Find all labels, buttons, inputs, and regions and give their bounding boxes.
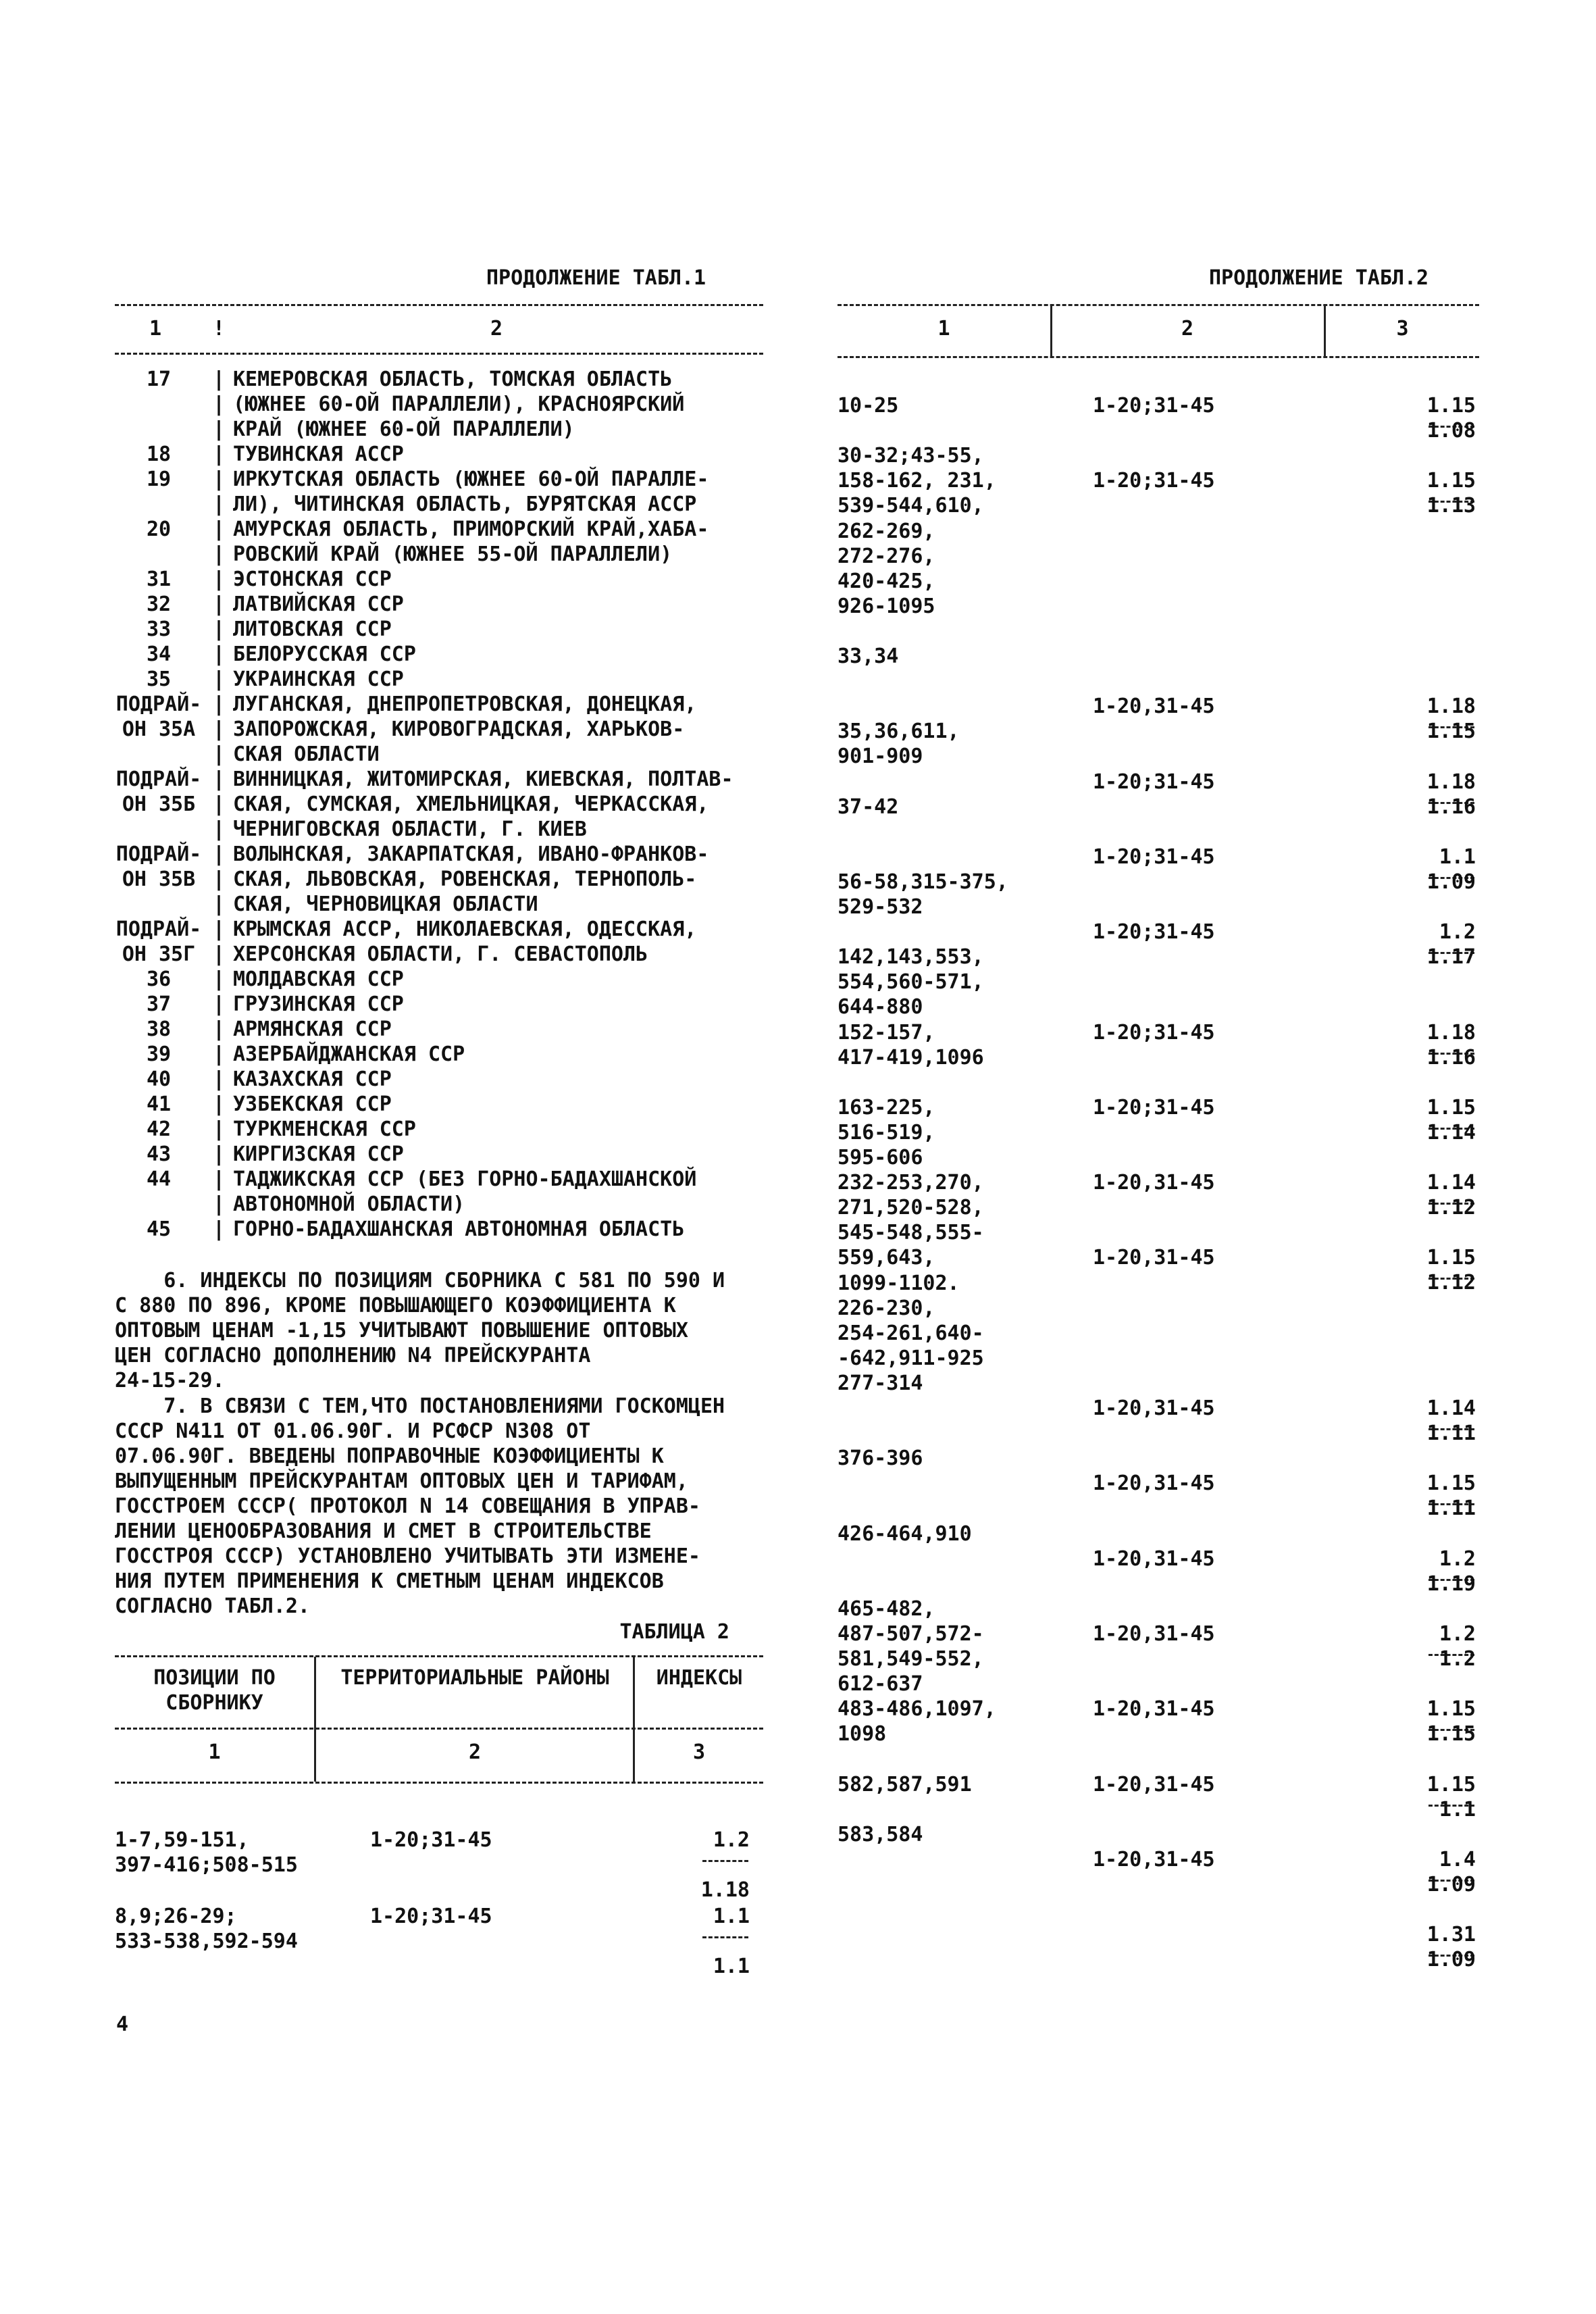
table1-row-bar: |: [213, 468, 226, 491]
paragraph-6-line: С 880 ПО 896, КРОМЕ ПОВЫШАЮЩЕГО КОЭФФИЦИЕНТА К: [115, 1294, 676, 1317]
table1-row-number: 19: [146, 468, 172, 491]
table1-row-bar: |: [213, 942, 226, 966]
table2-header-regions: ТЕРРИТОРИАЛЬНЫЕ РАЙОНЫ: [340, 1666, 609, 1690]
right-table-positions: 376-396: [838, 1447, 923, 1470]
table1-header-rule: [115, 353, 763, 355]
table1-top-rule: [115, 304, 763, 306]
right-table-positions: 516-519,: [838, 1121, 935, 1145]
table1-row-bar: |: [213, 718, 226, 741]
right-table-positions: 33,34: [838, 645, 899, 668]
table1-row-text: ГОРНО-БАДАХШАНСКАЯ АВТОНОМНАЯ ОБЛАСТЬ: [233, 1217, 685, 1241]
right-table-positions: 272-276,: [838, 545, 935, 568]
paragraph-7-line: 07.06.90Г. ВВЕДЕНЫ ПОПРАВОЧНЫЕ КОЭФФИЦИЕНТЫ К: [115, 1444, 664, 1468]
right-table-positions: 465-482,: [838, 1597, 935, 1621]
right-table-index-bottom: 1.09: [1426, 1873, 1476, 1896]
right-table-positions: 1098: [838, 1722, 887, 1746]
table1-row-text: АВТОНОМНОЙ ОБЛАСТИ): [233, 1192, 465, 1216]
table1-row-text: ГРУЗИНСКАЯ ССР: [233, 992, 404, 1016]
table1-row-text: УКРАИНСКАЯ ССР: [233, 668, 404, 691]
right-table-index-top: 1.15: [1426, 1096, 1476, 1120]
right-table-index-bottom: 1.09: [1426, 870, 1476, 894]
right-table-positions: 581,549-552,: [838, 1647, 984, 1671]
table1-row-number: 42: [146, 1117, 172, 1141]
right-table-positions: 142,143,553,: [838, 945, 984, 969]
table2-colnum-1: 1: [208, 1740, 221, 1764]
table1-row-number: 34: [146, 643, 172, 666]
right-table-index-top: 1.15: [1426, 1697, 1476, 1721]
table1-row-number: 38: [146, 1017, 172, 1041]
table1-row-bar: |: [213, 867, 226, 891]
table1-row-number: 35: [146, 668, 172, 691]
right-table-positions: 10-25: [838, 394, 899, 418]
right-table-regions: 1-20;31-45: [1093, 1021, 1215, 1045]
right-table-index-bottom: 1.14: [1426, 1121, 1476, 1145]
table1-row-number: 41: [146, 1092, 172, 1116]
paragraph-6-line: 6. ИНДЕКСЫ ПО ПОЗИЦИЯМ СБОРНИКА С 581 ПО 590 И: [115, 1269, 725, 1292]
right-table-index-bottom: 1.19: [1426, 1572, 1476, 1596]
table1-row-bar: |: [213, 743, 226, 766]
table1-row-bar: |: [213, 593, 226, 616]
right-table-positions: 262-269,: [838, 520, 935, 543]
right-table-positions: 232-253,270,: [838, 1171, 984, 1194]
right-table-regions: 1-20,31-45: [1093, 1246, 1215, 1269]
table1-row-text: ЧЕРНИГОВСКАЯ ОБЛАСТИ, Г. КИЕВ: [233, 818, 587, 841]
right-table-positions: 152-157,: [838, 1021, 935, 1045]
table1-row-bar: |: [213, 418, 226, 441]
table1-row-bar: |: [213, 1067, 226, 1091]
table1-row-bar: |: [213, 393, 226, 416]
table2-index-bottom: 1.1: [713, 1955, 750, 1978]
table1-row-bar: |: [213, 518, 226, 541]
table2-top-rule: [115, 1655, 763, 1657]
right-table-index-bottom: 1.16: [1426, 795, 1476, 819]
right-table-index-top: 1.14: [1426, 1397, 1476, 1420]
table1-row-text: БЕЛОРУССКАЯ ССР: [233, 643, 416, 666]
right-table-header-rule: [838, 356, 1479, 358]
paragraph-7-line: СССР N411 ОТ 01.06.90Г. И РСФСР N308 ОТ: [115, 1419, 591, 1443]
table1-row-number: 44: [146, 1167, 172, 1191]
right-table-index-top: 1.4: [1439, 1848, 1476, 1871]
right-table-regions: 1-20,31-45: [1093, 1773, 1215, 1796]
right-table-positions: 545-548,555-: [838, 1221, 984, 1244]
right-table-index-bottom: 1.17: [1426, 945, 1476, 969]
table1-row-bar: |: [213, 493, 226, 516]
table1-row-bar: |: [213, 543, 226, 566]
right-table-index-top: 1.14: [1426, 1171, 1476, 1194]
table1-row-text: РОВСКИЙ КРАЙ (ЮЖНЕЕ 55-ОЙ ПАРАЛЛЕЛИ): [233, 543, 673, 566]
table1-row-text: ВОЛЫНСКАЯ, ЗАКАРПАТСКАЯ, ИВАНО-ФРАНКОВ-: [233, 842, 709, 866]
right-table-index-top: 1.15: [1426, 1773, 1476, 1796]
right-table-index-bottom: 1.2: [1439, 1647, 1476, 1671]
table1-row-number: 31: [146, 568, 172, 591]
right-table-top-rule: [838, 304, 1479, 306]
right-table-regions: 1-20,31-45: [1093, 1472, 1215, 1495]
right-table-index-top: 1.1: [1439, 845, 1476, 869]
table2-number-rule: [115, 1782, 763, 1784]
table1-row-number: ОН 35А: [122, 718, 196, 741]
right-table-index-bottom: 1.11: [1426, 1422, 1476, 1445]
paragraph-7-line: ЛЕНИИ ЦЕНООБРАЗОВАНИЯ И СМЕТ В СТРОИТЕЛЬСТВЕ: [115, 1519, 652, 1543]
table1-row-number: ОН 35В: [122, 867, 196, 891]
right-table-positions: 644-880: [838, 995, 923, 1019]
paragraph-7-line: 7. В СВЯЗИ С ТЕМ,ЧТО ПОСТАНОВЛЕНИЯМИ ГОСКОМЦЕН: [115, 1394, 725, 1418]
right-table-index-bottom: 1.12: [1426, 1196, 1476, 1219]
right-table-index-top: 1.15: [1426, 1246, 1476, 1269]
right-table-regions: 1-20;31-45: [1093, 394, 1215, 418]
right-table-regions: 1-20;31-45: [1093, 845, 1215, 869]
right-table-index-top: 1.18: [1426, 1021, 1476, 1045]
paragraph-7-line: СОГЛАСНО ТАБЛ.2.: [115, 1594, 310, 1618]
table1-row-number: ПОДРАЙ-: [115, 768, 202, 791]
right-table-positions: 582,587,591: [838, 1773, 972, 1796]
table2-title: ТАБЛИЦА 2: [619, 1620, 729, 1644]
table1-row-number: ПОДРАЙ-: [115, 917, 202, 941]
table1-row-bar: |: [213, 768, 226, 791]
table1-row-bar: |: [213, 643, 226, 666]
table1-row-bar: |: [213, 618, 226, 641]
right-table-regions: 1-20,31-45: [1093, 695, 1215, 718]
right-table-positions: 612-637: [838, 1672, 923, 1696]
table1-row-text: АЗЕРБАЙДЖАНСКАЯ ССР: [233, 1042, 465, 1066]
table1-row-text: СКАЯ, ЛЬВОВСКАЯ, РОВЕНСКАЯ, ТЕРНОПОЛЬ-: [233, 867, 697, 891]
right-table-positions: 483-486,1097,: [838, 1697, 996, 1721]
table1-row-text: КИРГИЗСКАЯ ССР: [233, 1142, 404, 1166]
right-table-positions: -642,911-925: [838, 1347, 984, 1370]
right-table-regions: 1-20;31-45: [1093, 920, 1215, 944]
table1-row-bar: |: [213, 917, 226, 941]
table1-row-bar: |: [213, 967, 226, 991]
table1-row-bar: |: [213, 818, 226, 841]
table1-row-bar: |: [213, 668, 226, 691]
table1-row-number: 40: [146, 1067, 172, 1091]
right-table-positions: 426-464,910: [838, 1522, 972, 1546]
right-table-positions: 539-544,610,: [838, 494, 984, 518]
table1-row-bar: |: [213, 368, 226, 391]
table2-position: 8,9;26-29;: [115, 1905, 237, 1928]
table1-row-text: ИРКУТСКАЯ ОБЛАСТЬ (ЮЖНЕЕ 60-ОЙ ПАРАЛЛЕ-: [233, 468, 709, 491]
right-table-positions: 254-261,640-: [838, 1322, 984, 1345]
table1-row-text: ЛИТОВСКАЯ ССР: [233, 618, 392, 641]
right-table-regions: 1-20,31-45: [1093, 1397, 1215, 1420]
table1-row-text: КАЗАХСКАЯ ССР: [233, 1067, 392, 1091]
right-table-regions: 1-20,31-45: [1093, 1547, 1215, 1571]
table1-row-number: 18: [146, 443, 172, 466]
table1-row-text: СКАЯ, СУМСКАЯ, ХМЕЛЬНИЦКАЯ, ЧЕРКАССКАЯ,: [233, 793, 709, 816]
table1-row-text: ЛАТВИЙСКАЯ ССР: [233, 593, 404, 616]
right-table-index-bottom: 1.11: [1426, 1496, 1476, 1520]
right-table-index-top: 1.15: [1426, 469, 1476, 493]
right-table-regions: 1-20;31-45: [1093, 469, 1215, 493]
table1-row-bar: |: [213, 1042, 226, 1066]
table2-index-top: 1.1: [713, 1905, 750, 1928]
table2-index-separator: [702, 1936, 748, 1938]
table1-row-bar: |: [213, 1167, 226, 1191]
table1-row-text: АРМЯНСКАЯ ССР: [233, 1017, 392, 1041]
right-table-index-bottom: 1.08: [1426, 419, 1476, 443]
table1-row-text: КРЫМСКАЯ АССР, НИКОЛАЕВСКАЯ, ОДЕССКАЯ,: [233, 917, 697, 941]
right-table-regions: 1-20,31-45: [1093, 1171, 1215, 1194]
paragraph-7-line: ГОССТРОЕМ СССР( ПРОТОКОЛ N 14 СОВЕЩАНИЯ В УПРАВ-: [115, 1494, 700, 1518]
right-table-positions: 595-606: [838, 1146, 923, 1169]
table2-header-positions: ПОЗИЦИИ ПО СБОРНИКУ: [153, 1666, 276, 1715]
table1-row-bar: |: [213, 1217, 226, 1241]
table2-header-rule: [115, 1728, 763, 1730]
paragraph-6-line: ЦЕН СОГЛАСНО ДОПОЛНЕНИЮ N4 ПРЕЙСКУРАНТА: [115, 1344, 591, 1367]
right-table-col1-header: 1: [937, 317, 950, 341]
right-table-positions: 926-1095: [838, 595, 935, 618]
right-table-positions: 35,36,611,: [838, 720, 960, 743]
right-table-index-bottom: 1.09: [1426, 1948, 1476, 1971]
table1-row-number: 43: [146, 1142, 172, 1166]
right-table-positions: 583,584: [838, 1823, 923, 1846]
table1-row-bar: |: [213, 443, 226, 466]
right-table-index-bottom: 1.13: [1426, 494, 1476, 518]
right-table-index-bottom: 1.1: [1439, 1798, 1476, 1821]
table1-row-bar: |: [213, 892, 226, 916]
right-table-positions: 271,520-528,: [838, 1196, 984, 1219]
right-table-index-top: 1.15: [1426, 1472, 1476, 1495]
table1-row-bar: |: [213, 1092, 226, 1116]
table1-header-bar: !: [213, 317, 226, 341]
right-table-index-top: 1.31: [1426, 1923, 1476, 1946]
right-table-positions: 277-314: [838, 1372, 923, 1395]
table1-row-text: ХЕРСОНСКАЯ ОБЛАСТИ, Г. СЕВАСТОПОЛЬ: [233, 942, 648, 966]
paragraph-7-line: ВЫПУЩЕННЫМ ПРЕЙСКУРАНТАМ ОПТОВЫХ ЦЕН И ТАРИФАМ,: [115, 1469, 688, 1493]
table2-region: 1-20;31-45: [370, 1905, 492, 1928]
right-table-index-top: 1.2: [1439, 920, 1476, 944]
left-table-heading: ПРОДОЛЖЕНИЕ ТАБЛ.1: [486, 266, 706, 290]
table2-index-bottom: 1.18: [700, 1878, 750, 1902]
table1-row-text: СКАЯ, ЧЕРНОВИЦКАЯ ОБЛАСТИ: [233, 892, 538, 916]
table1-row-number: ПОДРАЙ-: [115, 693, 202, 716]
right-table-index-bottom: 1.15: [1426, 1722, 1476, 1746]
right-table-positions: 554,560-571,: [838, 970, 984, 994]
table1-row-text: АМУРСКАЯ ОБЛАСТЬ, ПРИМОРСКИЙ КРАЙ,ХАБА-: [233, 518, 709, 541]
table2-position: 397-416;508-515: [115, 1853, 298, 1877]
right-table-positions: 1099-1102.: [838, 1272, 960, 1295]
table1-row-bar: |: [213, 693, 226, 716]
table1-row-text: КРАЙ (ЮЖНЕЕ 60-ОЙ ПАРАЛЛЕЛИ): [233, 418, 575, 441]
right-table-index-top: 1.18: [1426, 770, 1476, 794]
right-table-regions: 1-20,31-45: [1093, 1848, 1215, 1871]
table1-row-number: 39: [146, 1042, 172, 1066]
right-table-positions: 901-909: [838, 745, 923, 768]
right-table-index-top: 1.2: [1439, 1547, 1476, 1571]
table1-row-bar: |: [213, 1017, 226, 1041]
table1-row-number: 20: [146, 518, 172, 541]
right-table-index-top: 1.2: [1439, 1622, 1476, 1646]
paragraph-6-line: ОПТОВЫМ ЦЕНАМ -1,15 УЧИТЫВАЮТ ПОВЫШЕНИЕ ОПТОВЫХ: [115, 1319, 688, 1342]
table1-row-bar: |: [213, 793, 226, 816]
page-number: 4: [116, 2013, 129, 2036]
table1-row-number: 37: [146, 992, 172, 1016]
right-table-index-bottom: 1.15: [1426, 720, 1476, 743]
table1-row-number: 32: [146, 593, 172, 616]
paragraph-7-line: НИЯ ПУТЕМ ПРИМЕНЕНИЯ К СМЕТНЫМ ЦЕНАМ ИНДЕКСОВ: [115, 1569, 664, 1593]
table1-row-bar: |: [213, 842, 226, 866]
table1-row-text: ВИННИЦКАЯ, ЖИТОМИРСКАЯ, КИЕВСКАЯ, ПОЛТАВ-: [233, 768, 733, 791]
table1-row-text: ТАДЖИКСКАЯ ССР (БЕЗ ГОРНО-БАДАХШАНСКОЙ: [233, 1167, 697, 1191]
right-table-positions: 559,643,: [838, 1246, 935, 1269]
table2-position: 1-7,59-151,: [115, 1828, 249, 1852]
table2-position: 533-538,592-594: [115, 1930, 298, 1953]
right-table-positions: 158-162, 231,: [838, 469, 996, 493]
table1-row-bar: |: [213, 992, 226, 1016]
table1-row-number: 45: [146, 1217, 172, 1241]
right-table-index-bottom: 1.16: [1426, 1046, 1476, 1070]
table1-row-number: ОН 35Г: [122, 942, 196, 966]
right-table-positions: 529-532: [838, 895, 923, 919]
right-table-regions: 1-20;31-45: [1093, 1096, 1215, 1120]
table1-col2-header: 2: [490, 317, 503, 341]
table1-row-bar: |: [213, 568, 226, 591]
table1-row-text: ЛИ), ЧИТИНСКАЯ ОБЛАСТЬ, БУРЯТСКАЯ АССР: [233, 493, 697, 516]
right-table-positions: 420-425,: [838, 570, 935, 593]
table1-col1-header: 1: [149, 317, 162, 341]
table1-row-number: ПОДРАЙ-: [115, 842, 202, 866]
table1-row-text: ЛУГАНСКАЯ, ДНЕПРОПЕТРОВСКАЯ, ДОНЕЦКАЯ,: [233, 693, 697, 716]
right-table-positions: 487-507,572-: [838, 1622, 984, 1646]
paragraph-7-line: ГОССТРОЯ СССР) УСТАНОВЛЕНО УЧИТЫВАТЬ ЭТИ ИЗМЕНЕ-: [115, 1544, 700, 1568]
table1-row-text: ТУВИНСКАЯ АССР: [233, 443, 404, 466]
table1-row-text: ТУРКМЕНСКАЯ ССР: [233, 1117, 416, 1141]
right-table-positions: 163-225,: [838, 1096, 935, 1120]
table1-row-bar: |: [213, 1142, 226, 1166]
right-table-heading: ПРОДОЛЖЕНИЕ ТАБЛ.2: [1209, 266, 1429, 290]
table1-row-number: ОН 35Б: [122, 793, 196, 816]
table1-row-text: СКАЯ ОБЛАСТИ: [233, 743, 380, 766]
table2-colnum-2: 2: [468, 1740, 482, 1764]
table1-row-number: 17: [146, 368, 172, 391]
table1-row-number: 33: [146, 618, 172, 641]
table1-row-text: КЕМЕРОВСКАЯ ОБЛАСТЬ, ТОМСКАЯ ОБЛАСТЬ: [233, 368, 673, 391]
right-table-regions: 1-20,31-45: [1093, 1622, 1215, 1646]
right-table-positions: 30-32;43-55,: [838, 444, 984, 468]
right-table-index-bottom: 1.12: [1426, 1271, 1476, 1294]
right-table-positions: 226-230,: [838, 1297, 935, 1320]
table1-row-bar: |: [213, 1192, 226, 1216]
table1-row-text: ЭСТОНСКАЯ ССР: [233, 568, 392, 591]
right-table-col3-header: 3: [1396, 317, 1409, 341]
right-table-index-top: 1.15: [1426, 394, 1476, 418]
table2-region: 1-20;31-45: [370, 1828, 492, 1852]
right-table-index-top: 1.18: [1426, 695, 1476, 718]
table2-index-top: 1.2: [713, 1828, 750, 1852]
right-table-positions: 417-419,1096: [838, 1046, 984, 1070]
table2-colnum-3: 3: [692, 1740, 706, 1764]
table2-index-separator: [702, 1860, 748, 1862]
table2-header-indices: ИНДЕКСЫ: [656, 1666, 742, 1690]
right-table-positions: 56-58,315-375,: [838, 870, 1008, 894]
table1-row-text: МОЛДАВСКАЯ ССР: [233, 967, 404, 991]
table1-row-text: (ЮЖНЕЕ 60-ОЙ ПАРАЛЛЕЛИ), КРАСНОЯРСКИЙ: [233, 393, 685, 416]
table1-row-number: 36: [146, 967, 172, 991]
right-table-regions: 1-20;31-45: [1093, 770, 1215, 794]
paragraph-6-line: 24-15-29.: [115, 1369, 225, 1392]
table1-row-text: УЗБЕКСКАЯ ССР: [233, 1092, 392, 1116]
table1-row-text: ЗАПОРОЖСКАЯ, КИРОВОГРАДСКАЯ, ХАРЬКОВ-: [233, 718, 685, 741]
right-table-regions: 1-20,31-45: [1093, 1697, 1215, 1721]
right-table-col2-header: 2: [1181, 317, 1194, 341]
table1-row-bar: |: [213, 1117, 226, 1141]
right-table-positions: 37-42: [838, 795, 899, 819]
